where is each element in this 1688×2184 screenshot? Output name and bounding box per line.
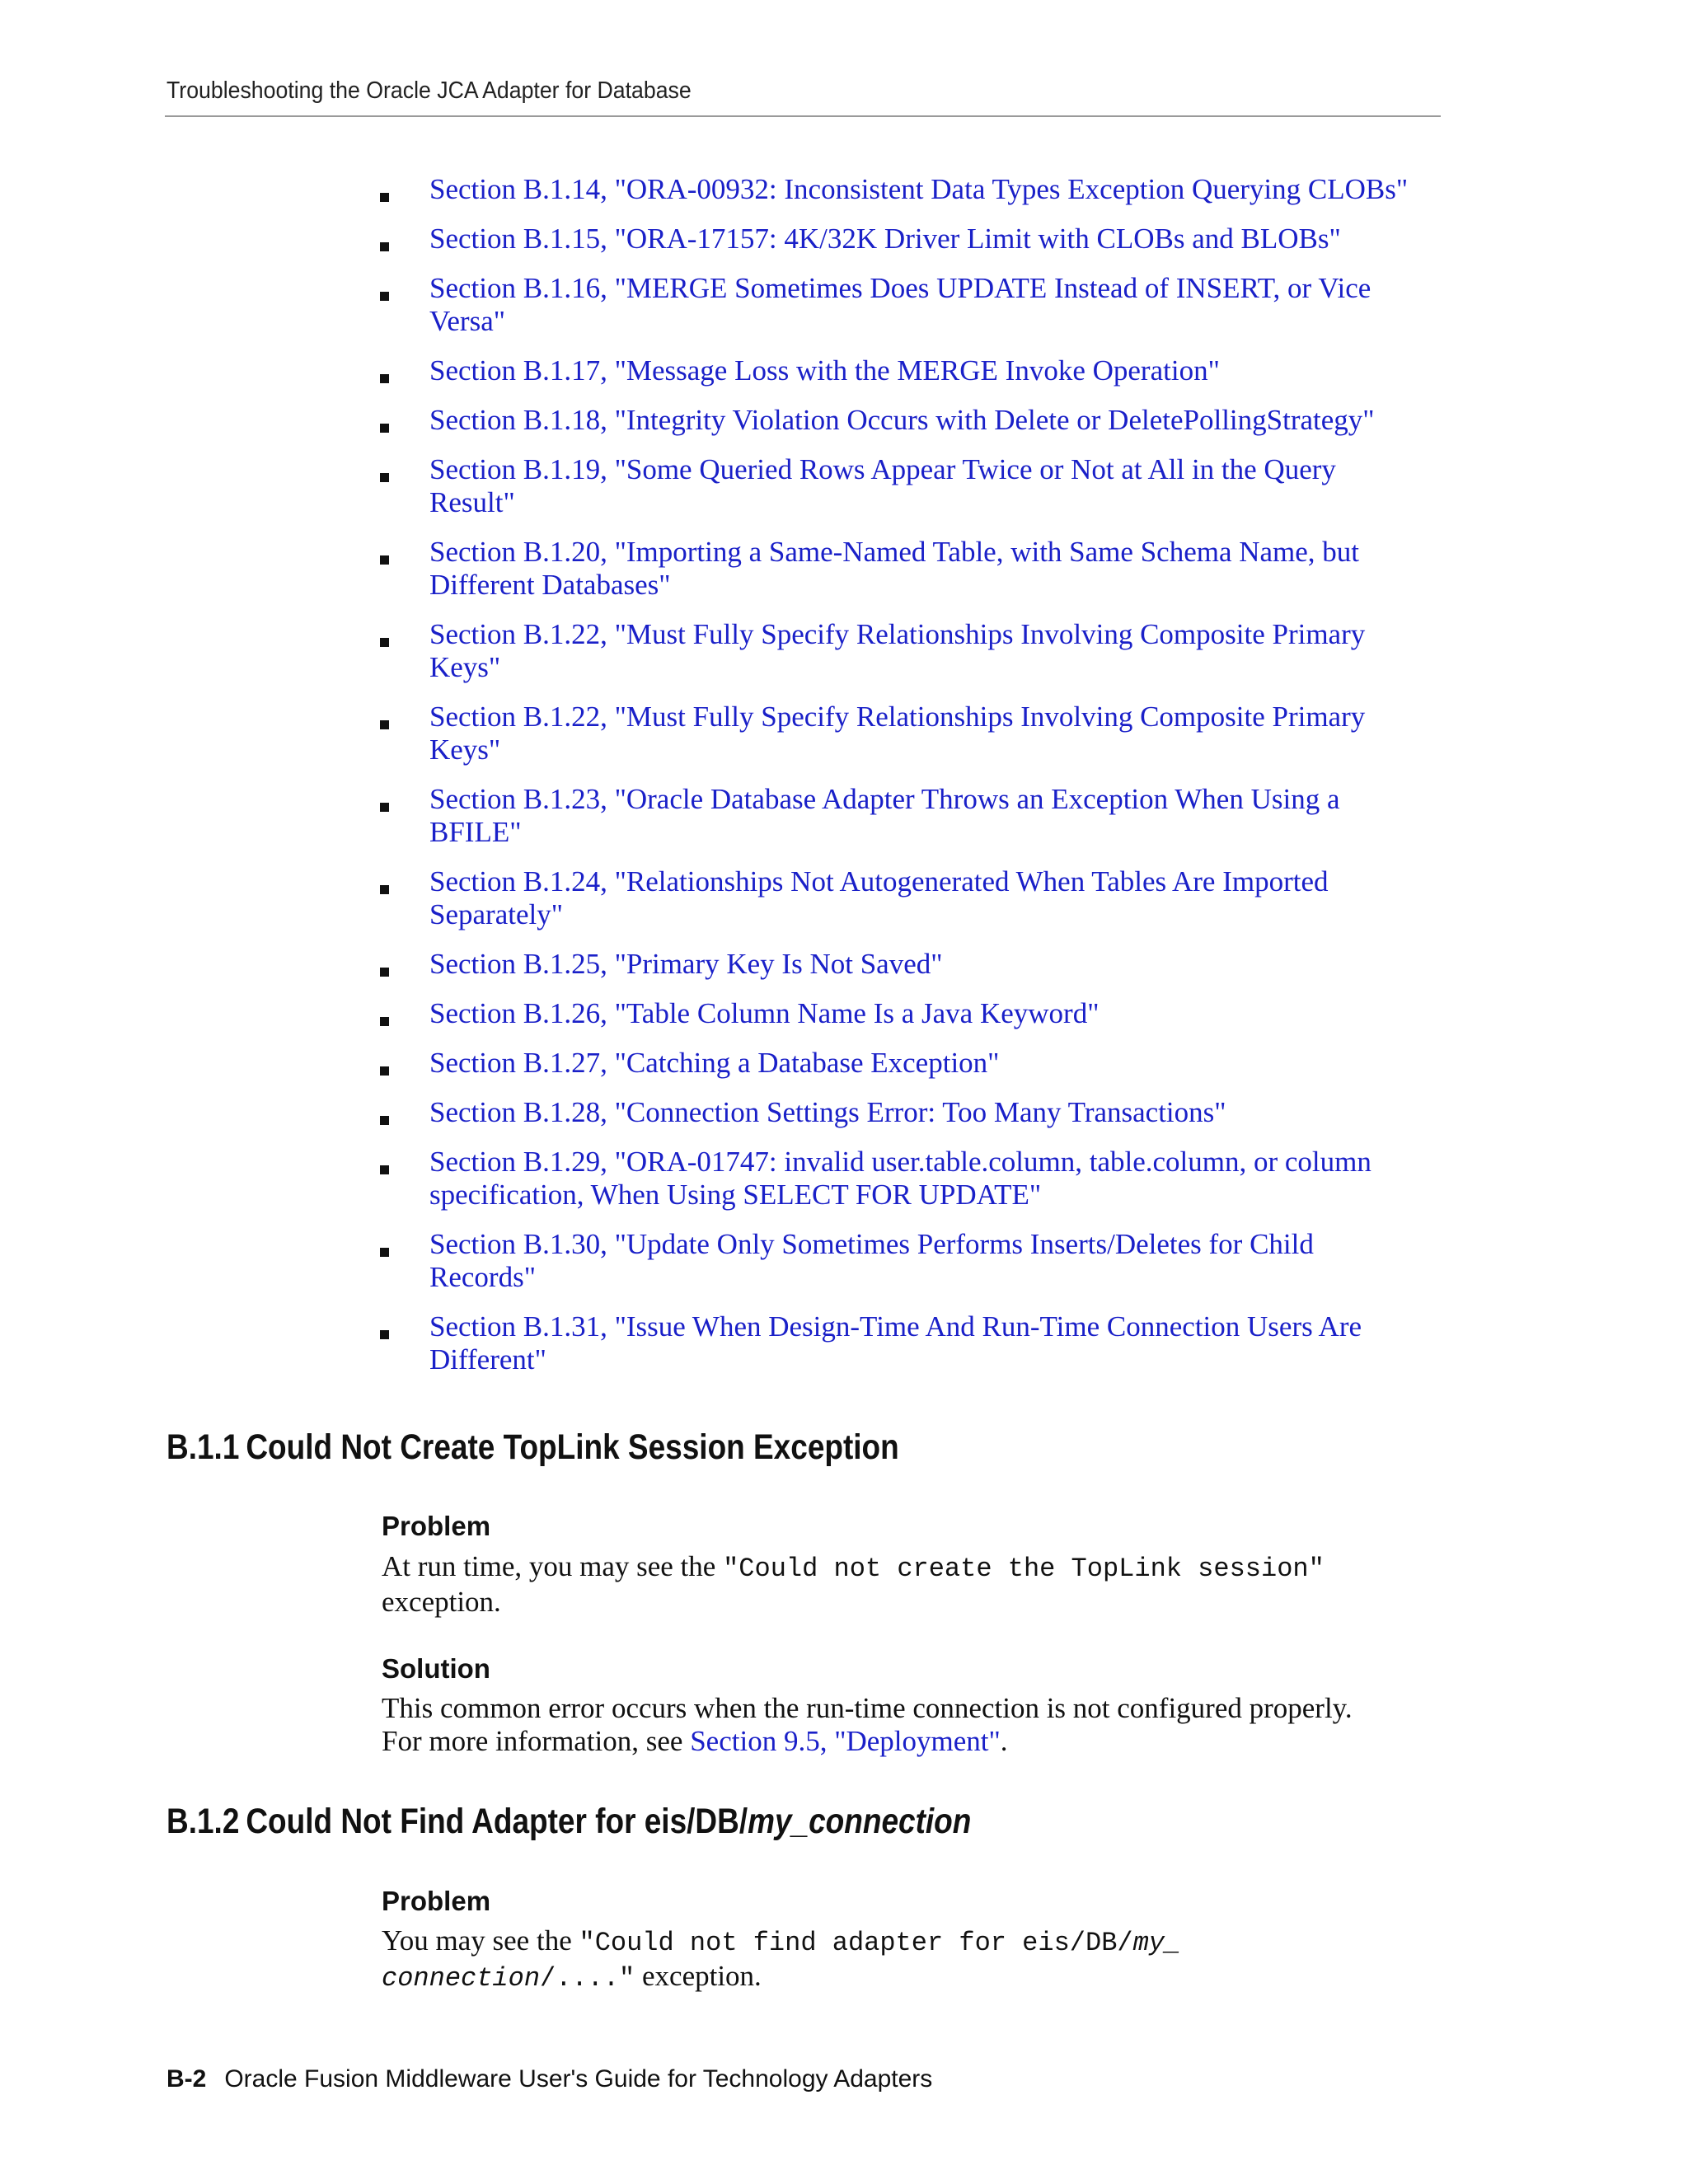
- exception-code: "Could not find adapter for eis/DB/my_ connection/....": [382, 1928, 1181, 1994]
- bullet-icon: [380, 968, 389, 977]
- section-link[interactable]: Section B.1.30, "Update Only Sometimes Performs Inserts/Deletes for Child Records": [429, 1228, 1314, 1293]
- solution-text: This common error occurs when the run-time connection is not configured properly. For more information, see Section 9.5, "Deployment".: [382, 1692, 1353, 1757]
- section-link[interactable]: Section B.1.22, "Must Fully Specify Relationships Involving Composite Primary Keys": [429, 701, 1366, 766]
- section-link[interactable]: Section B.1.19, "Some Queried Rows Appear Twice or Not at All in the Query Result": [429, 453, 1336, 518]
- section-title-italic: my_connection: [748, 1802, 972, 1841]
- section-link[interactable]: Section B.1.22, "Must Fully Specify Relationships Involving Composite Primary Keys": [429, 618, 1366, 683]
- section-link[interactable]: Section B.1.14, "ORA-00932: Inconsistent Data Types Exception Querying CLOBs": [429, 173, 1409, 205]
- section-link[interactable]: Section B.1.20, "Importing a Same-Named Table, with Same Schema Name, but Different Databases": [429, 536, 1360, 601]
- solution-heading: Solution: [382, 1653, 490, 1684]
- problem-heading: Problem: [382, 1886, 491, 1916]
- bullet-icon: [380, 242, 389, 251]
- section-link[interactable]: Section B.1.18, "Integrity Violation Occurs with Delete or DeletePollingStrategy": [429, 404, 1375, 436]
- bullet-icon: [380, 1165, 389, 1174]
- page-number: B-2: [166, 2065, 207, 2093]
- section-link[interactable]: Section B.1.23, "Oracle Database Adapter Throws an Exception When Using a BFILE": [429, 783, 1340, 848]
- bullet-icon: [380, 1330, 389, 1339]
- section-link[interactable]: Section B.1.24, "Relationships Not Autogenerated When Tables Are Imported Separately": [429, 865, 1329, 930]
- deployment-section-link[interactable]: Section 9.5, "Deployment": [690, 1725, 1001, 1757]
- header-rule: [165, 115, 1441, 117]
- section-link[interactable]: Section B.1.25, "Primary Key Is Not Saved": [429, 948, 943, 980]
- section-title: Could Not Create TopLink Session Exception: [246, 1427, 899, 1467]
- bullet-icon: [380, 1116, 389, 1125]
- section-link[interactable]: Section B.1.31, "Issue When Design-Time And Run-Time Connection Users Are Different": [429, 1310, 1362, 1376]
- section-link[interactable]: Section B.1.27, "Catching a Database Exception": [429, 1047, 1000, 1079]
- book-title: Oracle Fusion Middleware User's Guide for Technology Adapters: [224, 2065, 933, 2093]
- section-number: B.1.2: [166, 1802, 240, 1841]
- section-link[interactable]: Section B.1.16, "MERGE Sometimes Does UPDATE Instead of INSERT, or Vice Versa": [429, 272, 1372, 337]
- bullet-icon: [380, 374, 389, 383]
- bullet-icon: [380, 1066, 389, 1076]
- bullet-icon: [380, 638, 389, 647]
- section-title: Could Not Find Adapter for eis/DB/: [246, 1802, 748, 1841]
- section-link[interactable]: Section B.1.26, "Table Column Name Is a Java Keyword": [429, 997, 1100, 1029]
- section-link[interactable]: Section B.1.15, "ORA-17157: 4K/32K Driver Limit with CLOBs and BLOBs": [429, 223, 1341, 255]
- problem-heading: Problem: [382, 1511, 491, 1541]
- problem-text: At run time, you may see the "Could not create the TopLink session" exception.: [382, 1550, 1325, 1618]
- section-link[interactable]: Section B.1.17, "Message Loss with the MERGE Invoke Operation": [429, 354, 1220, 387]
- bullet-icon: [380, 803, 389, 812]
- bullet-icon: [380, 1248, 389, 1257]
- problem-text: You may see the "Could not find adapter for eis/DB/my_ connection/...." exception.: [382, 1924, 1181, 1994]
- bullet-icon: [380, 555, 389, 565]
- section-link[interactable]: Section B.1.28, "Connection Settings Error: Too Many Transactions": [429, 1096, 1226, 1128]
- bullet-icon: [380, 1017, 389, 1026]
- section-link[interactable]: Section B.1.29, "ORA-01747: invalid user.table.column, table.column, or column specification, When Using SELECT FOR UPDATE": [429, 1146, 1372, 1211]
- section-number: B.1.1: [166, 1427, 240, 1467]
- section-heading-b-1-1: [166, 1427, 899, 1468]
- section-heading-b-1-2: [166, 1802, 971, 1842]
- bullet-icon: [380, 193, 389, 202]
- bullet-icon: [380, 473, 389, 482]
- bullet-icon: [380, 424, 389, 433]
- running-header: Troubleshooting the Oracle JCA Adapter for Database: [166, 77, 692, 104]
- bullet-icon: [380, 292, 389, 301]
- bullet-icon: [380, 720, 389, 729]
- exception-code: "Could not create the TopLink session": [723, 1554, 1325, 1584]
- page-footer: [166, 2065, 932, 2093]
- bullet-icon: [380, 885, 389, 894]
